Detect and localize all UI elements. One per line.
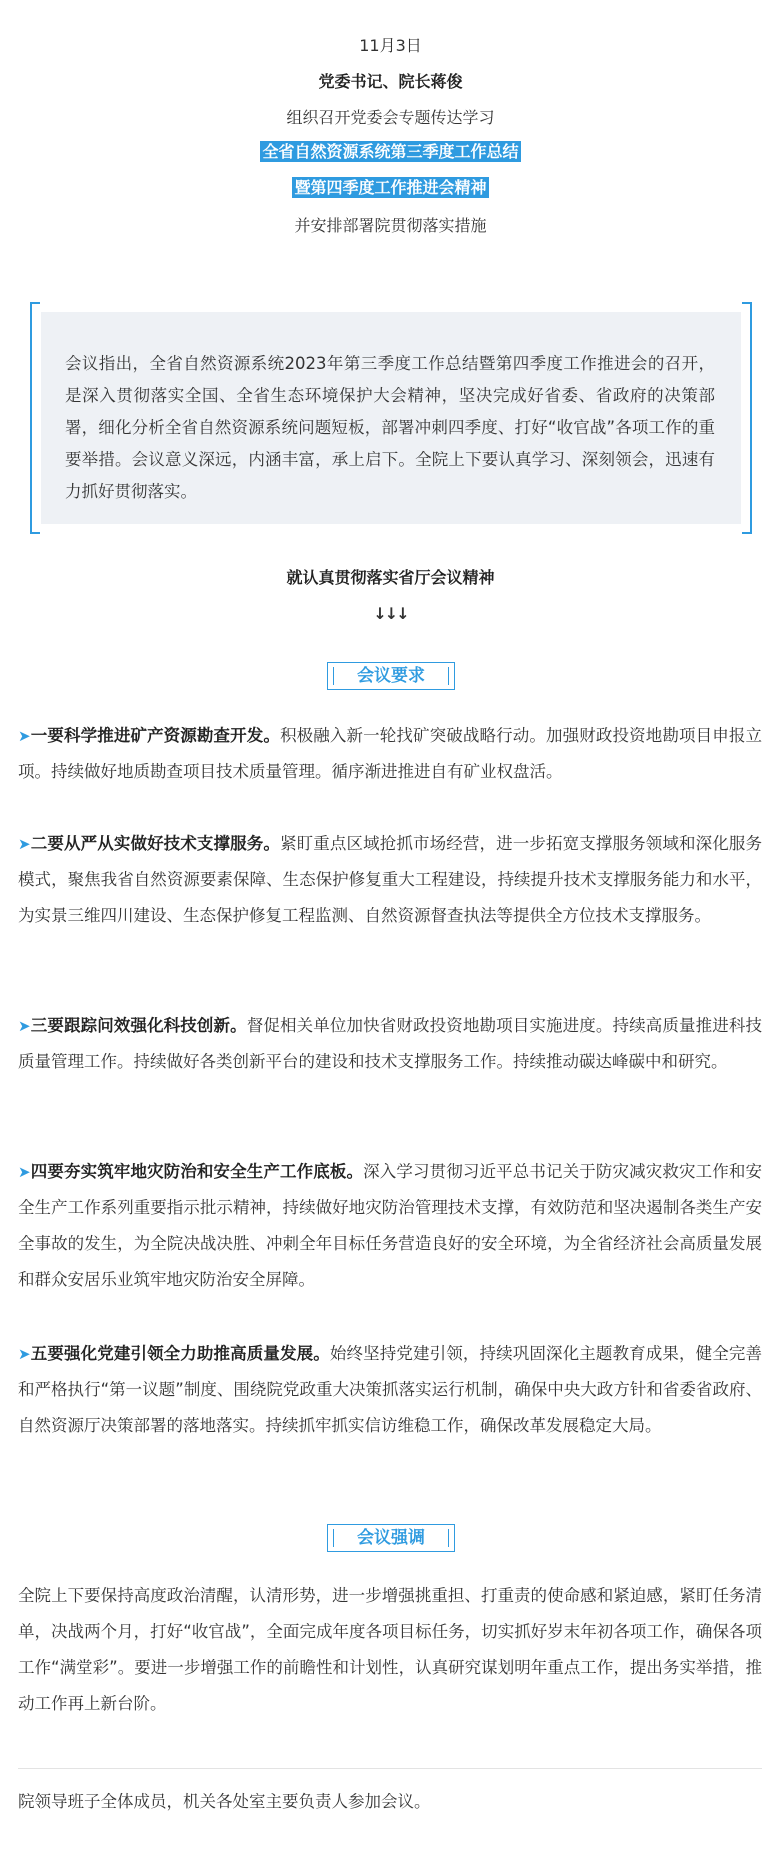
section-title-text: 会议要求	[357, 666, 425, 686]
quote-text: 会议指出，全省自然资源系统2023年第三季度工作总结暨第四季度工作推进会的召开，是深入贯彻落实全国、全省生态环境保护大会精神，坚决完成好省委、省政府的决策部署，细化分析全省自然资源系统问题短板，部署冲刺四季度、打好“收官战”各项工作的重要举措。会议意义深远，内涵丰富，承上启下。全院上下要认真学习、深刻领会，迅速有力抓好贯彻落实。	[41, 312, 741, 524]
quote-bracket-left	[30, 302, 40, 534]
requirement-body: 始终坚持党建引领，持续巩固深化主题教育成果，健全完善和严格执行“第一议题”制度、围绕院党政重大决策抓落实运行机制，确保中央大政方针和省委省政府、自然资源厅决策部署的落地落实。持续抓牢抓实信访维稳工作，确保改革发展稳定大局。	[18, 1344, 763, 1435]
arrow-bullet-icon: ➤	[18, 727, 31, 745]
down-arrows: ↓↓↓	[373, 604, 408, 623]
highlight-line-2: 暨第四季度工作推进会精神	[294, 178, 487, 197]
date: 11月3日	[359, 36, 422, 55]
highlight-line-1-wrap	[0, 142, 781, 162]
requirement-body: 督促相关单位加快省财政投资地勘项目实施进度。持续高质量推进科技质量管理工作。持续做好各类创新平台的建设和技术支撑服务工作。持续推动碳达峰碳中和研究。	[18, 1016, 763, 1071]
purpose-line: 组织召开党委会专题传达学习	[286, 108, 495, 127]
arrow-bullet-icon: ➤	[18, 1017, 31, 1035]
arrow-bullet-icon: ➤	[18, 1345, 31, 1363]
person-line: 党委书记、院长蒋俊	[318, 72, 463, 91]
requirement-lead: 五要强化党建引领全力助推高质量发展。	[30, 1344, 330, 1363]
highlight-line-2-wrap	[0, 178, 781, 198]
requirement-item-1	[18, 718, 762, 790]
requirement-lead: 四要夯实筑牢地灾防治和安全生产工作底板。	[30, 1162, 364, 1181]
section-title-text: 会议强调	[357, 1528, 425, 1548]
requirement-body: 紧盯重点区域抢抓市场经营，进一步拓宽支撑服务领域和深化服务模式，聚焦我省自然资源要素保障、生态保护修复重大工程建设，持续提升技术支撑服务能力和水平，为实景三维四川建设、生态保护修复工程监测、自然资源督查执法等提供全方位技术支撑服务。	[18, 834, 763, 925]
requirement-item-3	[18, 1008, 762, 1080]
requirement-item-4	[18, 1154, 762, 1298]
divider	[18, 1768, 762, 1769]
quote-block	[30, 302, 752, 534]
requirement-lead: 二要从严从实做好技术支撑服务。	[30, 834, 281, 853]
requirement-item-5	[18, 1336, 762, 1444]
quote-bracket-right	[742, 302, 752, 534]
footer-attendees: 院领导班子全体成员，机关各处室主要负责人参加会议。	[18, 1792, 431, 1811]
requirement-lead: 三要跟踪问效强化科技创新。	[30, 1016, 247, 1035]
section-title-emphasis	[327, 1524, 455, 1552]
arrangement-line: 并安排部署院贯彻落实措施	[294, 216, 487, 235]
requirement-body: 深入学习贯彻习近平总书记关于防灾减灾救灾工作和安全生产工作系列重要指示批示精神，持续做好地灾防治管理技术支撑，有效防范和坚决遏制各类生产安全事故的发生，为全院决战决胜、冲刺全年目标任务营造良好的安全环境，为全省经济社会高质量发展和群众安居乐业筑牢地灾防治安全屏障。	[18, 1162, 763, 1289]
requirement-body: 积极融入新一轮找矿突破战略行动。加强财政投资地勘项目申报立项。持续做好地质勘查项目技术质量管理。循序渐进推进自有矿业权盘活。	[18, 726, 763, 781]
requirement-item-2	[18, 826, 762, 934]
arrow-bullet-icon: ➤	[18, 1163, 31, 1181]
section-title-requirements	[327, 662, 455, 690]
highlight-line-1: 全省自然资源系统第三季度工作总结	[262, 142, 519, 161]
arrow-bullet-icon: ➤	[18, 835, 31, 853]
emphasis-paragraph: 全院上下要保持高度政治清醒，认清形势，进一步增强挑重担、打重责的使命感和紧迫感，紧盯任务清单，决战两个月，打好“收官战”，全面完成年度各项目标任务，切实抓好岁末年初各项工作，确保各项工作“满堂彩”。要进一步增强工作的前瞻性和计划性，认真研究谋划明年重点工作，提出务实举措，推动工作再上新台阶。	[18, 1586, 762, 1713]
subheading: 就认真贯彻落实省厅会议精神	[286, 568, 495, 587]
requirement-lead: 一要科学推进矿产资源勘查开发。	[30, 726, 281, 745]
